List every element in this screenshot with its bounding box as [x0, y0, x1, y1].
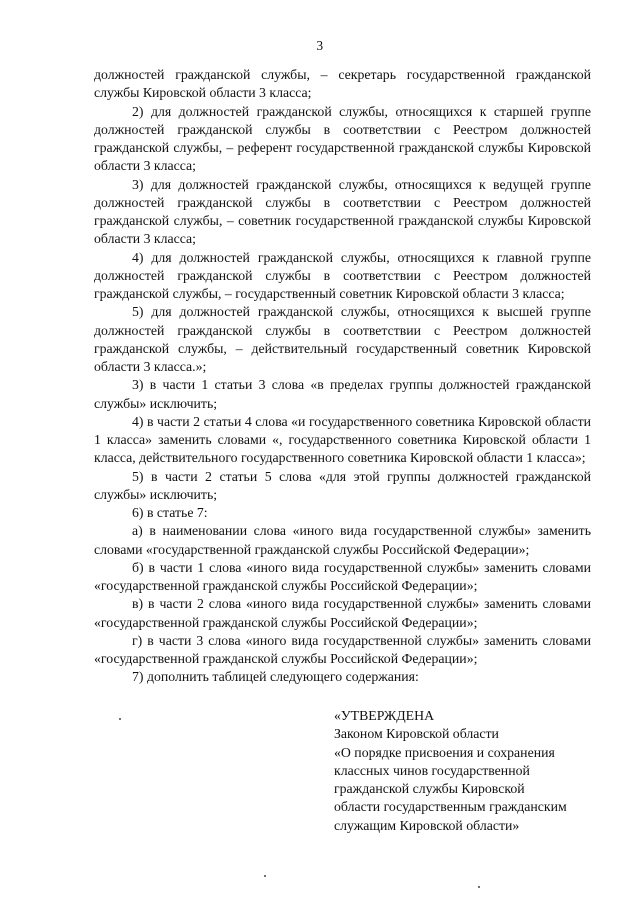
paragraph-item-2-senior-group: 2) для должностей гражданской службы, относящихся к старшей группе должностей гражданской службы в соответствии с Реестром должностей гражданской службы, – референт государственной гражданской службы Кировской области 3 класса; — [94, 103, 591, 174]
paragraph-amendment-6g: г) в части 3 слова «иного вида государственной службы» заменить словами «государственной гражданской службы Российской Федерации»; — [94, 632, 591, 666]
scan-speck — [478, 886, 480, 888]
paragraph-amendment-5: 5) в части 2 статьи 5 слова «для этой группы должностей гражданской службы» исключить; — [94, 468, 591, 502]
paragraph-amendment-3: 3) в части 1 статьи 3 слова «в пределах группы должностей гражданской службы» исключить; — [94, 377, 591, 411]
approval-line: классных чинов государственной — [334, 762, 530, 778]
page-number: 3 — [316, 38, 324, 53]
paragraph-amendment-6: 6) в статье 7: — [132, 505, 208, 520]
paragraph-amendment-7: 7) дополнить таблицей следующего содержания: — [132, 669, 419, 685]
approval-line: служащим Кировской области» — [334, 817, 520, 833]
approval-line: области государственным гражданским — [334, 799, 567, 815]
approval-heading: «УТВЕРЖДЕНА — [334, 708, 435, 723]
paragraph-amendment-6v: в) в части 2 слова «иного вида государственной службы» заменить словами «государственной гражданской службы Российской Федерации»; — [94, 596, 591, 630]
paragraph-item-4-main-group: 4) для должностей гражданской службы, относящихся к главной группе должностей гражданской службы в соответствии с Реестром должностей гражданской службы, – государственный советник Кировской области 3 класса; — [94, 249, 591, 301]
paragraph-amendment-4: 4) в части 2 статьи 4 слова «и государственного советника Кировской области 1 класса» заменить словами «, государственного советника Кировской области 1 класса, действительного государственного советника Кировской области 1 класса»; — [94, 413, 591, 466]
paragraph-item-5-highest-group: 5) для должностей гражданской службы, относящихся к высшей группе должностей гражданской службы в соответствии с Реестром должностей гражданской службы, – действительный государственный советник Кировской области 3 класса.»; — [94, 304, 591, 374]
approval-line: «О порядке присвоения и сохранения — [334, 744, 555, 760]
paragraph-item-3-leading-group: 3) для должностей гражданской службы, относящихся к ведущей группе должностей гражданской службы в соответствии с Реестром должностей гражданской службы, – советник государственной гражданской службы Кировской области 3 класса; — [94, 176, 591, 247]
paragraph-amendment-6a: а) в наименовании слова «иного вида государственной службы» заменить словами «государственной гражданской службы Российской Федерации»; — [94, 523, 591, 557]
paragraph-continuation: должностей гражданской службы, – секретарь государственной гражданской службы Кировской области 3 класса; — [94, 67, 591, 101]
approval-stamp-block — [334, 707, 604, 835]
document-body — [94, 66, 591, 687]
approval-line: Законом Кировской области — [334, 726, 499, 742]
scan-speck — [119, 718, 121, 720]
scan-speck — [264, 875, 266, 877]
approval-line: гражданской службы Кировской — [334, 781, 525, 796]
paragraph-amendment-6b: б) в части 1 слова «иного вида государственной службы» заменить словами «государственной гражданской службы Российской Федерации»; — [94, 559, 591, 593]
